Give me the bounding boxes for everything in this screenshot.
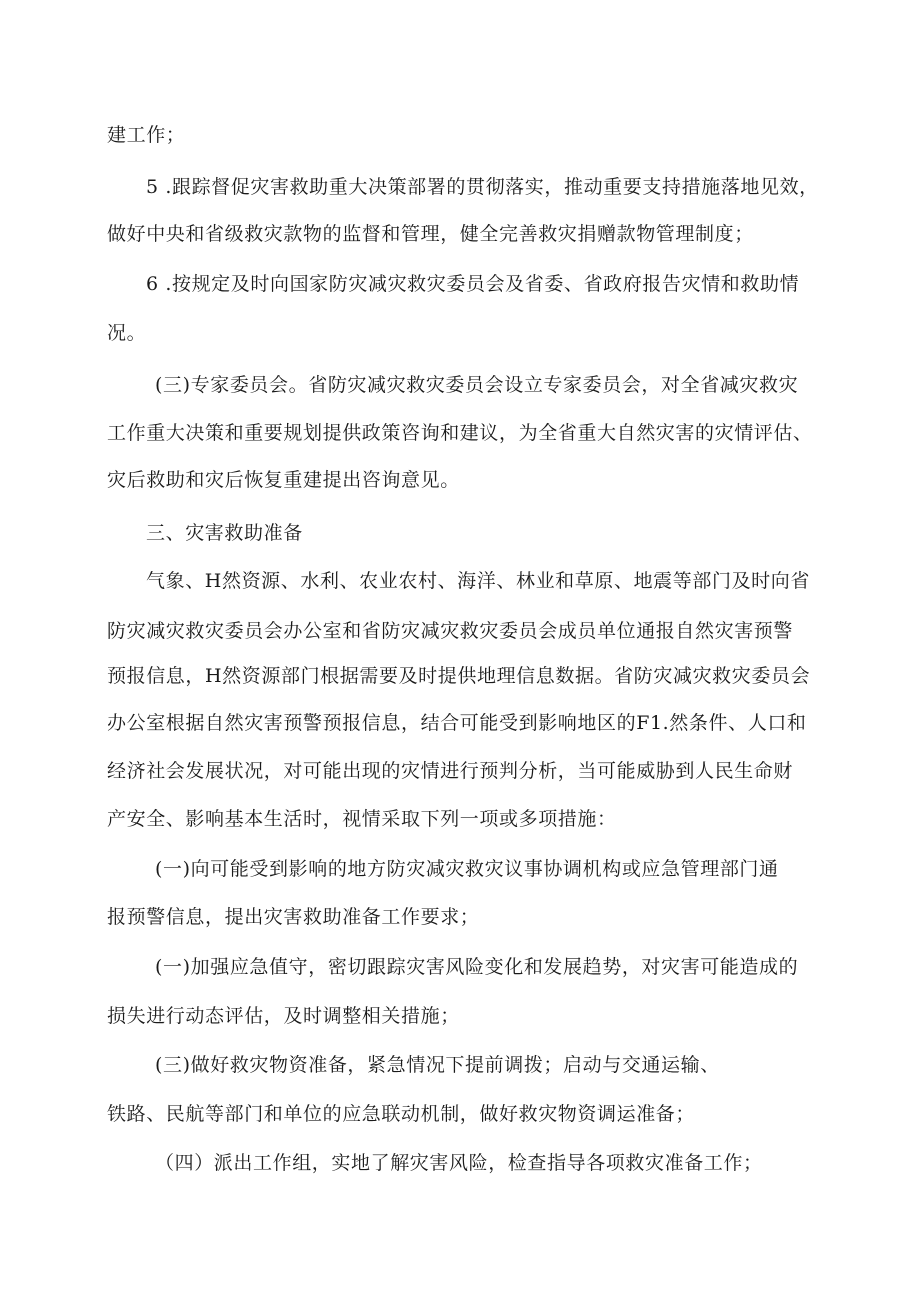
- text-line: 报预警信息，提出灾害救助准备工作要求；: [107, 906, 480, 928]
- text-line: 损失进行动态评估，及时调整相关措施；: [107, 1005, 460, 1027]
- text-line: 灾后救助和灾后恢复重建提出咨询意见。: [107, 469, 460, 491]
- text-line: (一)向可能受到影响的地方防灾减灾救灾议事协调机构或应急管理部门通: [155, 858, 779, 880]
- text-line: 5 .跟踪督促灾害救助重大决策部署的贯彻落实，推动重要支持措施落地见效，: [146, 176, 819, 198]
- text-line: 经济社会发展状况，对可能出现的灾情进行预判分析，当可能威胁到人民生命财: [107, 760, 794, 782]
- text-line: (三)做好救灾物资准备，紧急情况下提前调拨；启动与交通运输、: [155, 1054, 720, 1076]
- text-line: 办公室根据自然灾害预警预报信息，结合可能受到影响地区的F1.然条件、人口和: [107, 712, 807, 734]
- text-line: 产安全、影响基本生活时，视情采取下列一项或多项措施：: [107, 808, 617, 830]
- text-line: (一)加强应急值守，密切跟踪灾害风险变化和发展趋势，对灾害可能造成的: [155, 956, 799, 978]
- section-heading: 三、灾害救助准备: [146, 522, 303, 544]
- text-line: 气象、H然资源、水利、农业农村、海洋、林业和草原、地震等部门及时向省: [146, 570, 810, 592]
- text-line: 预报信息，H然资源部门根据需要及时提供地理信息数据。省防灾减灾救灾委员会: [107, 665, 811, 687]
- text-line: 况。: [107, 322, 147, 344]
- text-line: 工作重大决策和重要规划提供政策咨询和建议，为全省重大自然灾害的灾情评估、: [107, 422, 813, 444]
- text-line: 建工作；: [107, 124, 186, 146]
- text-line: 6 .按规定及时向国家防灾减灾救灾委员会及省委、省政府报告灾情和救助情: [146, 273, 800, 295]
- text-line: (三)专家委员会。省防灾减灾救灾委员会设立专家委员会，对全省减灾救灾: [155, 374, 799, 396]
- text-line: 做好中央和省级救灾款物的监督和管理，健全完善救灾捐赠款物管理制度；: [107, 223, 754, 245]
- text-line: 防灾减灾救灾委员会办公室和省防灾减灾救灾委员会成员单位通报自然灾害预警: [107, 620, 794, 642]
- text-line: 铁路、民航等部门和单位的应急联动机制，做好救灾物资调运准备；: [107, 1103, 696, 1125]
- text-line: （四）派出工作组，实地了解灾害风险，检查指导各项救灾准备工作；: [155, 1152, 763, 1174]
